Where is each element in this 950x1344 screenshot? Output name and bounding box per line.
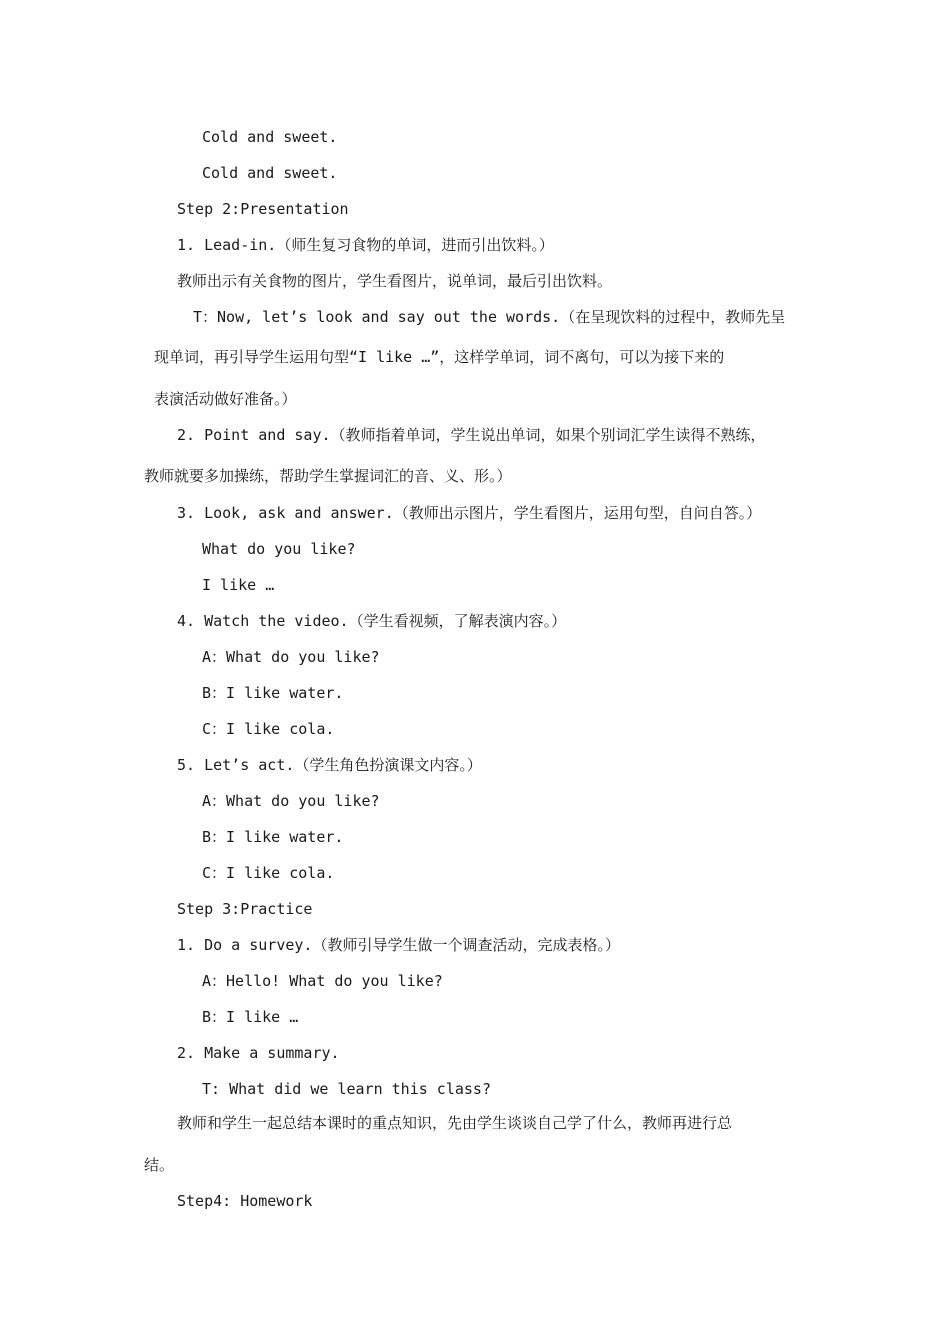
text-line: 结。	[144, 1156, 175, 1174]
text-line: 5. Let’s act.（学生角色扮演课文内容。）	[177, 756, 482, 774]
text-line: 现单词，再引导学生运用句型“I like …”，这样学单词，词不离句，可以为接下来的	[154, 348, 725, 366]
section-heading: Step4: Homework	[177, 1192, 313, 1210]
section-heading: Step 2:Presentation	[177, 200, 349, 218]
text-line: 教师和学生一起总结本课时的重点知识，先由学生谈谈自己学了什么，教师再进行总	[177, 1114, 733, 1132]
text-line: C：I like cola.	[202, 720, 335, 738]
text-line: A：Hello! What do you like?	[202, 972, 443, 990]
text-line: T：Now, let’s look and say out the words.（在呈现饮料的过程中，教师先呈	[193, 308, 786, 326]
text-line: 1. Lead-in.（师生复习食物的单词，进而引出饮料。）	[177, 236, 554, 254]
section-heading: Step 3:Practice	[177, 900, 313, 918]
text-line: T: What did we learn this class?	[202, 1080, 491, 1098]
text-line: 表演活动做好准备。）	[154, 390, 297, 408]
text-line: 教师就要多加操练，帮助学生掌握词汇的音、义、形。）	[144, 467, 512, 485]
text-line: Cold and sweet.	[202, 164, 338, 182]
text-line: 1. Do a survey.（教师引导学生做一个调查活动，完成表格。）	[177, 936, 620, 954]
text-line: C：I like cola.	[202, 864, 335, 882]
text-line: A：What do you like?	[202, 792, 380, 810]
text-line: B：I like water.	[202, 828, 344, 846]
text-line: 2. Make a summary.	[177, 1044, 340, 1062]
text-line: 2. Point and say.（教师指着单词，学生说出单词，如果个别词汇学生读得不熟练，	[177, 426, 766, 444]
text-line: 4. Watch the video.（学生看视频，了解表演内容。）	[177, 612, 567, 630]
text-line: What do you like?	[202, 540, 356, 558]
text-line: B：I like …	[202, 1008, 299, 1026]
text-line: I like …	[202, 576, 275, 594]
text-line: A：What do you like?	[202, 648, 380, 666]
text-line: B：I like water.	[202, 684, 344, 702]
text-line: Cold and sweet.	[202, 128, 338, 146]
text-line: 3. Look, ask and answer.（教师出示图片，学生看图片，运用句型，自问自答。）	[177, 504, 762, 522]
text-line: 教师出示有关食物的图片，学生看图片，说单词，最后引出饮料。	[177, 272, 613, 290]
